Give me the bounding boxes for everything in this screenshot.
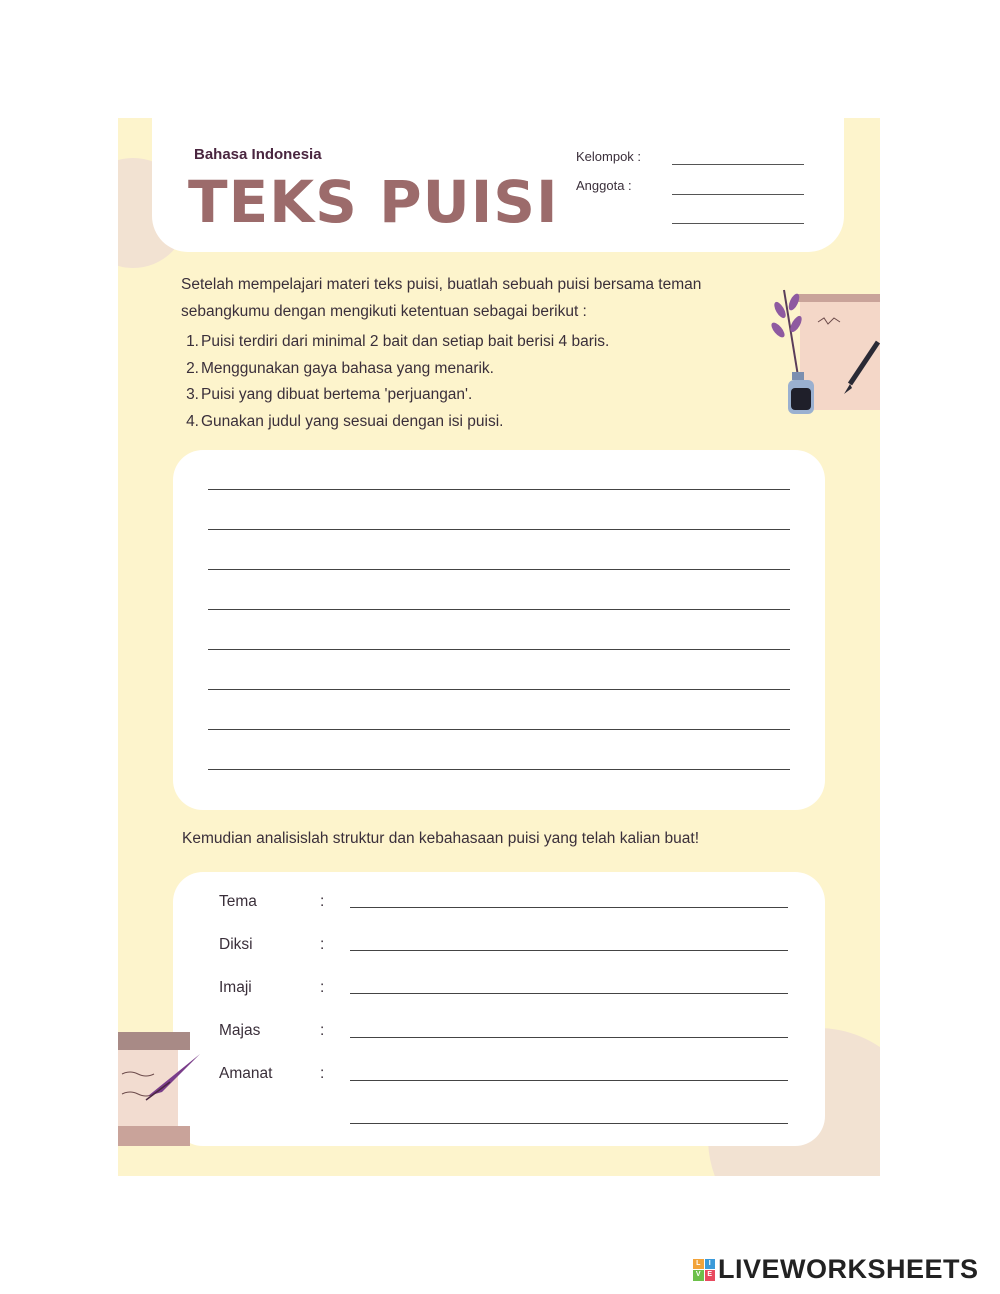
rule-item [181, 356, 609, 383]
rule-number: 3. [186, 386, 199, 403]
liveworksheets-logo-icon: L I V E [693, 1259, 715, 1281]
rule-text: Gunakan judul yang sesuai dengan isi puisi. [201, 412, 504, 430]
rule-number: 1. [186, 333, 199, 350]
tema-answer-line[interactable] [350, 907, 788, 908]
label-diksi: Diksi [219, 936, 253, 953]
rule-text: Puisi yang dibuat bertema 'perjuangan'. [201, 386, 473, 403]
kelompok-label: Kelompok : [576, 149, 642, 164]
anggota-label: Anggota : [576, 178, 632, 193]
rule-number: 4. [186, 412, 199, 430]
quill-ink-bottle-icon [766, 280, 880, 416]
kelompok-line[interactable] [672, 164, 804, 165]
poem-line-3[interactable] [208, 569, 790, 570]
label-majas: Majas [219, 1022, 261, 1039]
rule-text: Puisi terdiri dari minimal 2 bait dan setiap bait berisi 4 baris. [201, 333, 610, 350]
rule-item [181, 409, 609, 436]
poem-line-1[interactable] [208, 489, 790, 490]
label-imaji: Imaji [219, 979, 252, 996]
amanat-answer-line-1[interactable] [350, 1080, 788, 1081]
colon: : [320, 1022, 325, 1039]
rules-list [181, 329, 609, 435]
poem-line-7[interactable] [208, 729, 790, 730]
colon: : [320, 1065, 325, 1082]
liveworksheets-logo [693, 1254, 979, 1285]
page-title: TEKS PUISI [188, 168, 559, 236]
label-tema: Tema [219, 893, 257, 910]
rule-text: Menggunakan gaya bahasa yang menarik. [201, 359, 494, 377]
rule-item [181, 329, 609, 356]
rule-item [181, 382, 609, 409]
colon: : [320, 979, 325, 996]
colon: : [320, 936, 325, 953]
diksi-answer-line[interactable] [350, 950, 788, 951]
poem-writing-card [173, 450, 825, 810]
majas-answer-line[interactable] [350, 1037, 788, 1038]
subject-label: Bahasa Indonesia [194, 146, 322, 163]
amanat-answer-line-2[interactable] [350, 1123, 788, 1124]
poem-line-6[interactable] [208, 689, 790, 690]
imaji-answer-line[interactable] [350, 993, 788, 994]
instructions-text: Setelah mempelajari materi teks puisi, buatlah sebuah puisi bersama teman sebangkumu dengan mengikuti ketentuan sebagai berikut : [181, 276, 702, 320]
analysis-card [173, 872, 825, 1146]
poem-line-5[interactable] [208, 649, 790, 650]
label-amanat: Amanat [219, 1065, 273, 1082]
analysis-intro: Kemudian analisislah struktur dan kebahasaan puisi yang telah kalian buat! [182, 830, 700, 847]
liveworksheets-wordmark: LIVEWORKSHEETS [718, 1254, 979, 1284]
rule-number: 2. [186, 359, 199, 377]
colon: : [320, 893, 325, 910]
poem-line-8[interactable] [208, 769, 790, 770]
anggota-line-1[interactable] [672, 194, 804, 195]
anggota-line-2[interactable] [672, 223, 804, 224]
scroll-quill-icon [118, 1030, 204, 1148]
poem-line-2[interactable] [208, 529, 790, 530]
poem-line-4[interactable] [208, 609, 790, 610]
